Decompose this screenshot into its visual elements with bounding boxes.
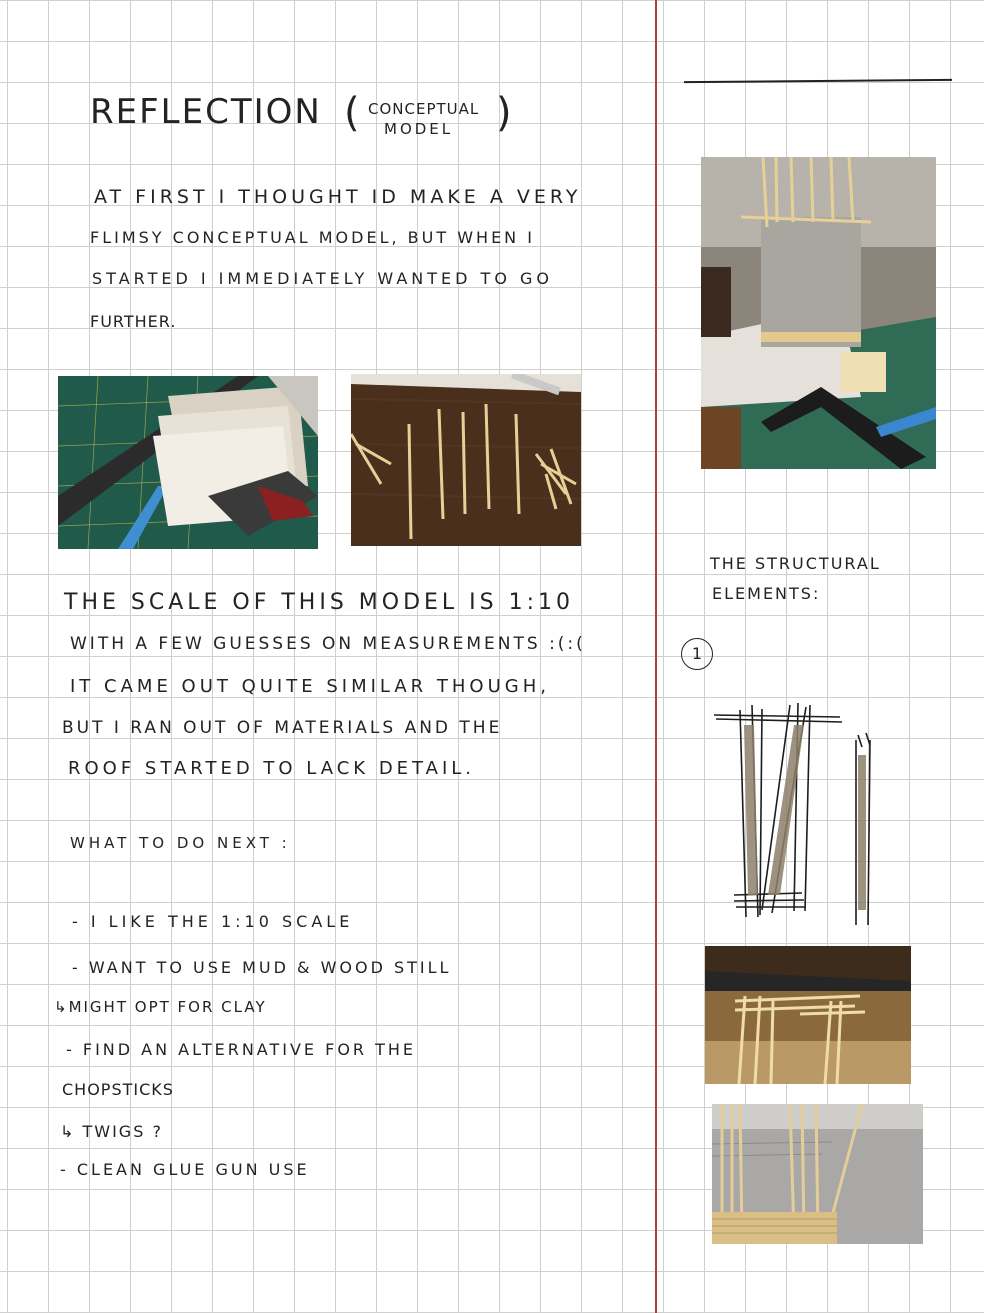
scale-line: IT CAME OUT QUITE SIMILAR THOUGH, xyxy=(70,676,550,697)
next-step-item: ↳MIGHT OPT FOR CLAY xyxy=(54,998,267,1016)
next-step-item: - WANT TO USE MUD & WOOD STILL xyxy=(72,958,452,977)
intro-line: AT FIRST I THOUGHT ID MAKE A VERY xyxy=(94,186,582,208)
structural-elements-label: ELEMENTS: xyxy=(712,584,821,603)
scale-line: BUT I RAN OUT OF MATERIALS AND THE xyxy=(62,718,503,738)
notebook-margin-line xyxy=(655,0,657,1313)
next-step-item: - FIND AN ALTERNATIVE FOR THE xyxy=(66,1040,417,1059)
title-open-paren: ( xyxy=(344,90,360,136)
scale-line: THE SCALE OF THIS MODEL IS 1:10 xyxy=(64,590,575,615)
photo-chopstick-pieces xyxy=(351,374,581,546)
intro-line: FLIMSY CONCEPTUAL MODEL, BUT WHEN I xyxy=(90,228,535,247)
number-circle: 1 xyxy=(681,638,713,670)
scale-line: ROOF STARTED TO LACK DETAIL. xyxy=(68,758,476,779)
title-subtitle-line1: CONCEPTUAL xyxy=(368,100,480,118)
photo-joint-closeup xyxy=(705,946,911,1084)
scale-line: WITH A FEW GUESSES ON MEASUREMENTS :(:( xyxy=(70,634,586,654)
intro-line: STARTED I IMMEDIATELY WANTED TO GO xyxy=(92,269,553,288)
next-steps-heading: WHAT TO DO NEXT : xyxy=(70,834,291,852)
structural-element-sketch xyxy=(710,695,895,930)
structural-elements-label: THE STRUCTURAL xyxy=(710,554,881,573)
title-close-paren: ) xyxy=(496,90,512,136)
intro-line: FURTHER. xyxy=(90,312,177,331)
top-rule-line xyxy=(684,79,952,83)
next-step-item: ↳ TWIGS ? xyxy=(60,1122,163,1141)
next-step-item: CHOPSTICKS xyxy=(62,1080,174,1099)
photo-model-tower xyxy=(701,157,936,469)
title-subtitle-line2: MODEL xyxy=(384,120,454,138)
page-title: REFLECTION xyxy=(90,92,322,132)
photo-structure-base xyxy=(712,1104,923,1244)
next-step-item: - I LIKE THE 1:10 SCALE xyxy=(72,912,354,931)
next-step-item: - CLEAN GLUE GUN USE xyxy=(60,1160,310,1179)
photo-paper-stack xyxy=(58,376,318,549)
